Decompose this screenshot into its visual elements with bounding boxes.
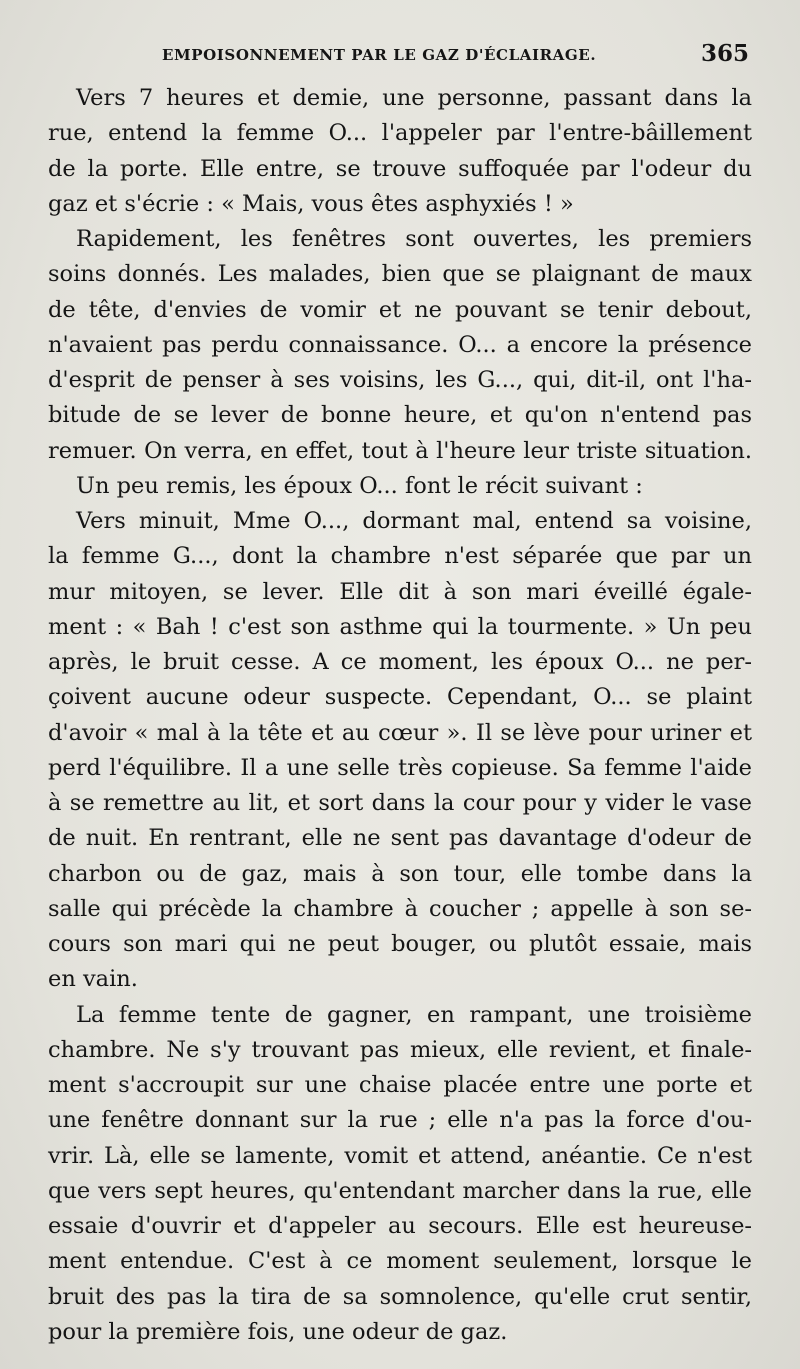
text-line: gaz et s'écrie : « Mais, vous êtes asphyxiés ! » (48, 190, 574, 217)
text-line: n'avaient pas perdu connaissance. O... a encore la présence (48, 331, 752, 358)
text-line: de la porte. Elle entre, se trouve suffoquée par l'odeur du (48, 155, 752, 182)
text-line: une fenêtre donnant sur la rue ; elle n'a pas la force d'ou- (48, 1107, 752, 1134)
text-line: rue, entend la femme O... l'appeler par l'entre-bâillement (48, 120, 752, 147)
text-line: Vers 7 heures et demie, une personne, passant dans la (76, 85, 752, 111)
text-line: remuer. On verra, en effet, tout à l'heure leur triste situation. (48, 437, 752, 464)
text-line: mur mitoyen, se lever. Elle dit à son mari éveillé égale- (48, 578, 752, 605)
text-line: la femme G..., dont la chambre n'est séparée que par un (48, 543, 752, 570)
text-line: cours son mari qui ne peut bouger, ou plutôt essaie, mais (48, 931, 752, 957)
page-number: 365 (700, 40, 749, 67)
text-line: charbon ou de gaz, mais à son tour, elle tombe dans la (48, 860, 752, 887)
text-line: en vain. (48, 966, 138, 993)
text-line: ment entendue. C'est à ce moment seulement, lorsque le (48, 1248, 752, 1275)
text-line: çoivent aucune odeur suspecte. Cependant, O... se plaint (48, 684, 752, 711)
text-line: que vers sept heures, qu'entendant marcher dans la rue, elle (48, 1177, 752, 1204)
text-line: soins donnés. Les malades, bien que se plaignant de maux (48, 261, 752, 288)
text-line: Rapidement, les fenêtres sont ouvertes, les premiers (76, 226, 752, 252)
text-line: bitude de se lever de bonne heure, et qu'on n'entend pas (48, 402, 752, 429)
text-line: perd l'équilibre. Il a une selle très copieuse. Sa femme l'aide (48, 754, 752, 781)
running-title: EMPOISONNEMENT PAR LE GAZ D'ÉCLAIRAGE. (162, 46, 597, 64)
text-line: chambre. Ne s'y trouvant pas mieux, elle revient, et finale- (48, 1036, 752, 1063)
text-line: d'esprit de penser à ses voisins, les G..., qui, dit-il, ont l'ha- (48, 367, 752, 393)
text-line: de nuit. En rentrant, elle ne sent pas davantage d'odeur de (48, 825, 752, 852)
text-line: après, le bruit cesse. A ce moment, les époux O... ne per- (48, 649, 752, 675)
text-line: ment : « Bah ! c'est son asthme qui la tourmente. » Un peu (48, 613, 752, 640)
text-line: bruit des pas la tira de sa somnolence, qu'elle crut sentir, (48, 1283, 752, 1310)
text-line: vrir. Là, elle se lamente, vomit et attend, anéantie. Ce n'est (48, 1142, 752, 1169)
text-line: Un peu remis, les époux O... font le récit suivant : (76, 472, 643, 499)
text-line: salle qui précède la chambre à coucher ; appelle à son se- (48, 895, 752, 922)
text-line: Vers minuit, Mme O..., dormant mal, entend sa voisine, (76, 508, 752, 534)
page-header (162, 38, 762, 78)
text-line: La femme tente de gagner, en rampant, une troisième (76, 1001, 752, 1028)
text-line: essaie d'ouvrir et d'appeler au secours. Elle est heureuse- (48, 1213, 752, 1239)
text-line: ment s'accroupit sur une chaise placée entre une porte et (48, 1072, 752, 1098)
text-line: d'avoir « mal à la tête et au cœur ». Il se lève pour uriner et (48, 719, 752, 746)
body-text (48, 81, 752, 1350)
text-line: pour la première fois, une odeur de gaz. (48, 1318, 508, 1345)
text-line: à se remettre au lit, et sort dans la cour pour y vider le vase (48, 790, 752, 816)
text-line: de tête, d'envies de vomir et ne pouvant se tenir debout, (48, 296, 752, 323)
